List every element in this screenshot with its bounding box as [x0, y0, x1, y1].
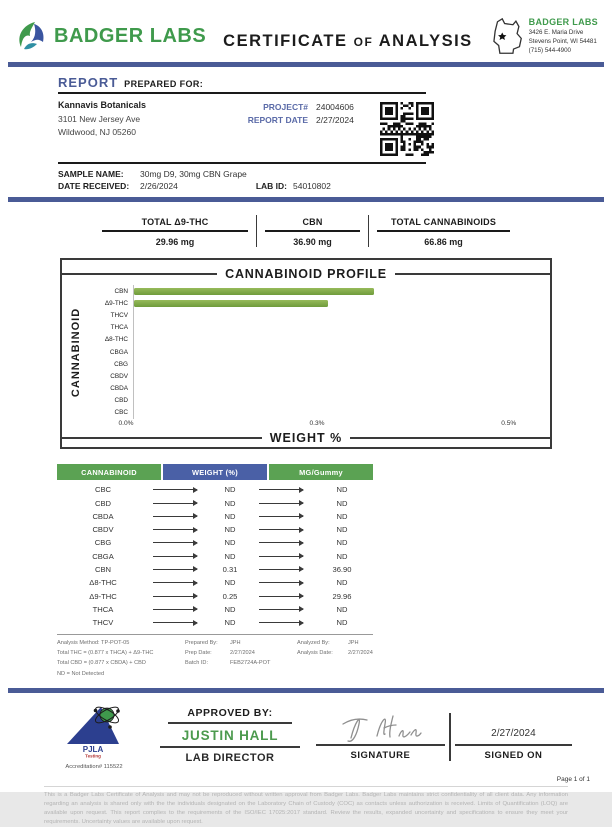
report-date-value: 2/27/2024: [316, 115, 354, 125]
chart-bar-row: Δ9-THC: [85, 297, 542, 309]
total-d9thc-label: TOTAL Δ9-THC: [102, 215, 248, 232]
batch-id-value: FEB2724A-POT: [230, 660, 271, 667]
analyzed-by-label: Analyzed By:: [297, 640, 330, 647]
badger-labs-logo-icon: [14, 19, 48, 53]
prep-date-value: 2/27/2024: [230, 650, 255, 657]
total-thc-formula: Total THC = (0.877 x THCA) + Δ9-THC: [57, 650, 154, 657]
signed-on-label: SIGNED ON: [484, 750, 543, 762]
prepared-by-label: Prepared By:: [185, 640, 218, 647]
date-received-label: DATE RECEIVED:: [58, 181, 130, 191]
analyzed-by-value: JPH: [348, 640, 359, 647]
total-d9thc-value: 29.96 mg: [155, 237, 195, 247]
chart-bar-row: Δ8-THC: [85, 334, 542, 346]
arrow-icon: [259, 596, 303, 597]
arrow-icon: [259, 622, 303, 623]
xlabel-flank-line: [350, 437, 550, 439]
brand-logo: [14, 19, 206, 53]
chart-y-axis-label: CANNABINOID: [70, 307, 82, 397]
x-tick-2: 0.5%: [501, 420, 517, 428]
nd-definition: ND = Not Detected: [57, 670, 105, 677]
lab-id-label: LAB ID:: [255, 181, 287, 191]
analysis-method: Analysis Method: TP-POT-05: [57, 640, 130, 647]
arrow-icon: [259, 582, 303, 583]
pjla-logo-icon: [61, 702, 127, 758]
arrow-icon: [259, 609, 303, 610]
lab-name: BADGER LABS: [528, 17, 598, 27]
client-address-line1: 3101 New Jersey Ave: [58, 114, 141, 124]
approver-name: JUSTIN HALL: [160, 724, 300, 748]
sample-block: [58, 169, 562, 191]
chart-bar-row: CBDA: [85, 383, 542, 395]
table-row: CBD ND ND: [94, 498, 348, 508]
lab-id-value: 54010802: [293, 181, 331, 191]
total-cannabinoids-label: TOTAL CANNABINOIDS: [377, 215, 510, 232]
rule: [58, 162, 426, 164]
title-flank-line: [395, 273, 550, 275]
analysis-date-label: Analysis Date:: [297, 650, 333, 657]
chart-bar-row: CBD: [85, 395, 542, 407]
chart-x-axis-ticks: [70, 420, 542, 430]
bar-cbn: [134, 288, 374, 295]
report-section: [58, 75, 562, 191]
total-cbn-label: CBN: [265, 215, 360, 232]
signature-label: SIGNATURE: [350, 750, 411, 762]
report-heading: REPORT: [58, 75, 119, 90]
table-row: CBC ND ND: [94, 485, 348, 495]
arrow-icon: [153, 556, 197, 557]
signature-block: [316, 710, 445, 761]
pjla-accreditation-logo: [46, 702, 142, 770]
arrow-icon: [153, 542, 197, 543]
total-cbd-formula: Total CBD = (0.877 x CBDA) + CBD: [57, 660, 146, 667]
total-cannabinoids-value: 66.86 mg: [424, 237, 463, 247]
signature-image: [337, 710, 423, 746]
prep-date-label: Prep Date:: [185, 650, 212, 657]
totals-summary: [94, 215, 518, 247]
client-address-line2: Wildwood, NJ 05260: [58, 127, 136, 138]
table-row: Δ8-THC ND ND: [89, 578, 348, 588]
xlabel-flank-line: [62, 437, 262, 439]
column-header-mg: MG/Gummy: [269, 464, 373, 480]
analysis-footnotes: [57, 634, 373, 678]
x-tick-0: 0.0%: [118, 420, 134, 428]
vertical-divider: [449, 713, 451, 761]
chart-bar-row: CBN: [85, 285, 542, 297]
table-row: Δ9-THC 0.25 29.96: [89, 591, 352, 601]
chart-bar-row: CBG: [85, 358, 542, 370]
qr-code: [380, 102, 434, 156]
arrow-icon: [259, 569, 303, 570]
header: [0, 0, 612, 60]
arrow-icon: [259, 542, 303, 543]
lab-address-card: [490, 16, 602, 56]
page-number: Page 1 of 1: [556, 775, 590, 783]
lab-phone: (715) 544-4900: [528, 47, 571, 55]
divider-bar: [8, 197, 604, 202]
project-block: [208, 102, 354, 125]
brand-name: BADGER LABS: [54, 24, 207, 47]
arrow-icon: [153, 489, 197, 490]
prepared-by-value: JPH: [230, 640, 241, 647]
divider-bar: [8, 688, 604, 693]
arrow-icon: [153, 609, 197, 610]
arrow-icon: [259, 489, 303, 490]
arrow-icon: [259, 516, 303, 517]
report-date-label: REPORT DATE: [247, 115, 308, 125]
table-row: CBDA ND ND: [92, 511, 348, 521]
arrow-icon: [153, 622, 197, 623]
disclaimer-text: This is a Badger Labs Certificate of Analysis and may not be reproduced without written approval from Badger Labs. Badger Labs maintains strict confidentiality of all client data. Any information regarding an analysis is shared only with the the individuals designated on the Laboratory Chain of Custody (COC) as contacts unless authorization is received. Limits of Quantification (LOQ) are available upon request. This report complies to the requirements of the ISO/IEC 17025:2017 standard. Review the results, expanded uncertainty and specifications to ensure they meet your requirements. Uncertainty values are available upon request.: [44, 786, 568, 827]
chart-bar-row: CBC: [85, 407, 542, 419]
table-row: CBDV ND ND: [92, 525, 348, 535]
arrow-icon: [259, 529, 303, 530]
arrow-icon: [259, 503, 303, 504]
arrow-icon: [153, 503, 197, 504]
signed-on-date: 2/27/2024: [491, 728, 536, 740]
project-number-label: PROJECT#: [263, 102, 308, 112]
approval-section: [46, 702, 572, 770]
chart-title: CANNABINOID PROFILE: [225, 267, 387, 281]
column-header-weight: WEIGHT (%): [163, 464, 267, 480]
accreditation-number: Accreditation# 115522: [65, 763, 123, 770]
page-title: CERTIFICATE OF ANALYSIS: [223, 31, 473, 50]
wisconsin-map-icon: [490, 17, 524, 55]
results-table: [57, 464, 373, 679]
table-row: THCA ND ND: [92, 604, 348, 614]
client-name: Kannavis Botanicals: [58, 100, 147, 110]
lab-address-line2: Stevens Point, WI 54481: [528, 38, 597, 46]
approved-by-label: APPROVED BY:: [168, 707, 292, 724]
arrow-icon: [153, 582, 197, 583]
divider-bar: [8, 62, 604, 67]
sample-name-value: 30mg D9, 30mg CBN Grape: [140, 169, 247, 179]
batch-id-label: Batch ID:: [185, 660, 209, 667]
arrow-icon: [153, 516, 197, 517]
arrow-icon: [153, 569, 197, 570]
bar-d9thc: [134, 300, 328, 307]
svg-text:PJLA: PJLA: [82, 744, 104, 754]
table-row: CBG ND ND: [94, 538, 348, 548]
project-number-value: 24004606: [316, 102, 354, 112]
date-received-value: 2/26/2024: [140, 181, 178, 191]
chart-bar-row: CBGA: [85, 346, 542, 358]
chart-bar-row: THCV: [85, 309, 542, 321]
arrow-icon: [153, 529, 197, 530]
total-cbn-value: 36.90 mg: [293, 237, 332, 247]
lab-address-line1: 3426 E. Maria Drive: [528, 29, 584, 37]
approver-title: LAB DIRECTOR: [185, 752, 275, 765]
arrow-icon: [153, 596, 197, 597]
chart-plot-area: [85, 285, 542, 419]
x-tick-1: 0.3%: [309, 420, 325, 428]
table-row: THCV ND ND: [92, 618, 348, 628]
chart-bar-row: THCA: [85, 322, 542, 334]
column-header-cannabinoid: CANNABINOID: [57, 464, 161, 480]
approved-by-block: [154, 707, 306, 764]
analysis-date-value: 2/27/2024: [348, 650, 373, 657]
arrow-icon: [259, 556, 303, 557]
table-row: CBGA ND ND: [92, 551, 348, 561]
title-flank-line: [62, 273, 217, 275]
report-heading-sub: PREPARED FOR:: [124, 79, 204, 89]
chart-bar-row: CBDV: [85, 370, 542, 382]
signed-on-block: [455, 728, 572, 761]
table-row: CBN 0.31 36.90: [94, 564, 352, 574]
cannabinoid-profile-chart: [60, 258, 552, 449]
chart-x-axis-label: WEIGHT %: [269, 431, 343, 446]
svg-text:Testing: Testing: [85, 753, 101, 759]
sample-name-label: SAMPLE NAME:: [58, 169, 124, 179]
